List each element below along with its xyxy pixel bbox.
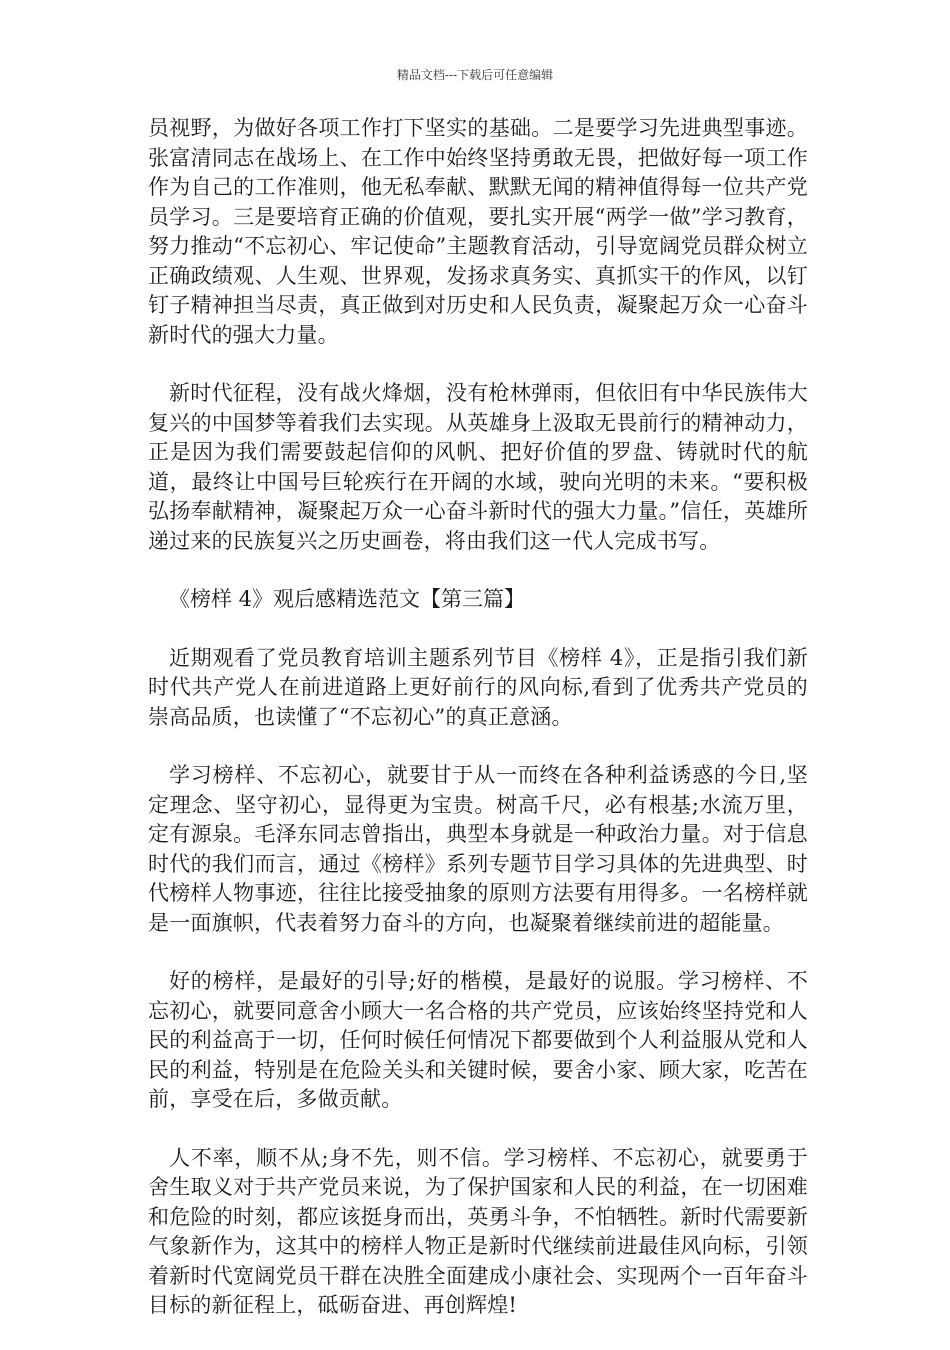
paragraph: 近期观看了党员教育培训主题系列节目《榜样 4》，正是指引我们新时代共产党人在前进道路上更好前行的风向标,看到了优秀共产党员的崇高品质，也读懂了“不忘初心”的真正意涵。: [148, 645, 808, 729]
paragraph: 学习榜样、不忘初心，就要甘于从一而终在各种利益诱惑的今日,坚定理念、坚守初心，显得更为宝贵。树高千尺，必有根基;水流万里，定有源泉。毛泽东同志曾指出，典型本身就是一种政治力量。对于信息时代的我们而言，通过《榜样》系列专题节目学习具体的先进典型、时代榜样人物事迹，往往比接受抽象的原则方法要有用得多。一名榜样就是一面旗帜，代表着努力奋斗的方向，也凝聚着继续前进的超能量。: [148, 763, 808, 935]
document-body: [148, 114, 808, 1350]
paragraph: 新时代征程，没有战火烽烟，没有枪林弹雨，但依旧有中华民族伟大复兴的中国梦等着我们去实现。从英雄身上汲取无畏前行的精神动力，正是因为我们需要鼓起信仰的风帆、把好价值的罗盘、铸就时代的航道，最终让中国号巨轮疾行在开阔的水域，驶向光明的未来。“要积极弘扬奉献精神，凝聚起万众一心奋斗新时代的强大力量。”信任，英雄所递过来的民族复兴之历史画卷，将由我们这一代人完成书写。: [148, 381, 808, 553]
page-header: 精品文档---下载后可任意编辑: [396, 68, 554, 82]
section-heading: 《榜样 4》观后感精选范文【第三篇】: [169, 587, 526, 611]
paragraph-continued: 员视野，为做好各项工作打下坚实的基础。二是要学习先进典型事迹。张富清同志在战场上、在工作中始终坚持勇敢无畏，把做好每一项工作作为自己的工作准则，他无私奉献、默默无闻的精神值得每一位共产党员学习。三是要培育正确的价值观，要扎实开展“两学一做”学习教育，努力推动“不忘初心、牢记使命”主题教育活动，引导宽阔党员群众树立正确政绩观、人生观、世界观，发扬求真务实、真抓实干的作风，以钉钉子精神担当尽责，真正做到对历史和人民负责，凝聚起万众一心奋斗新时代的强大力量。: [148, 116, 808, 347]
paragraph: 好的榜样，是最好的引导;好的楷模，是最好的说服。学习榜样、不忘初心，就要同意舍小顾大一名合格的共产党员，应该始终坚持党和人民的利益高于一切，任何时候任何情况下都要做到个人利益服从党和人民的利益，特别是在危险关头和关键时候，要舍小家、顾大家，吃苦在前，享受在后，多做贡献。: [148, 969, 808, 1111]
paragraph: 人不率，顺不从;身不先，则不信。学习榜样、不忘初心，就要勇于舍生取义对于共产党员来说，为了保护国家和人民的利益，在一切困难和危险的时刻，都应该挺身而出，英勇斗争，不怕牺牲。新时代需要新气象新作为，这其中的榜样人物正是新时代继续前进最佳风向标，引领着新时代宽阔党员干群在决胜全面建成小康社会、实现两个一百年奋斗目标的新征程上，砥砺奋进、再创辉煌!: [148, 1145, 808, 1317]
